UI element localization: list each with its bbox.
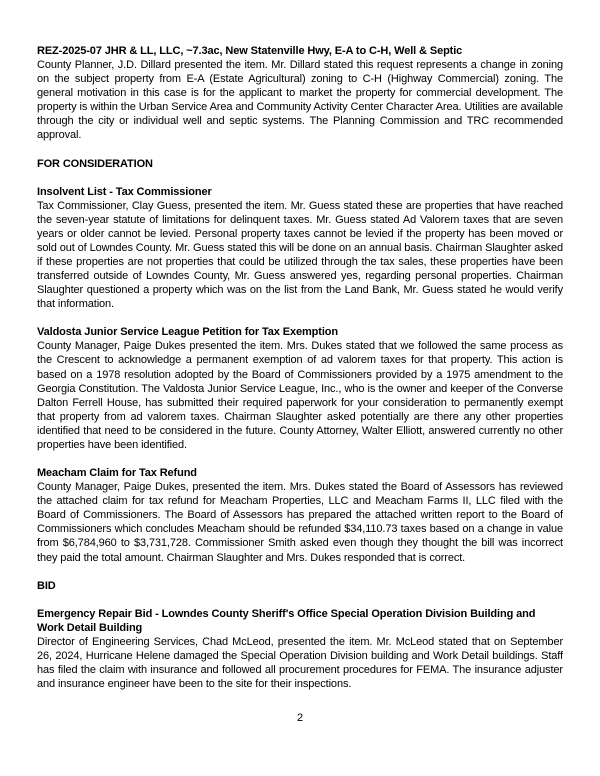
agenda-item-emergency-repair-bid bbox=[37, 607, 563, 691]
agenda-item-body: Director of Engineering Services, Chad McLeod, presented the item. Mr. McLeod stated that on September 26, 2024, Hurricane Helene damaged the Special Operation Division building and Work Detail buildings. Staff has filed the claim with insurance and followed all procurement procedures for FEMA. The insurance adjuster and insurance engineer have been to the site for their inspections. bbox=[37, 635, 563, 690]
spacer bbox=[37, 452, 563, 466]
agenda-item-body: County Planner, J.D. Dillard presented the item. Mr. Dillard stated this request represents a change in zoning on the subject property from E-A (Estate Agricultural) zoning to C-H (Highway Commercial) zoning. The general motivation in this case is for the applicant to market the property for commercial development. The property is within the Urban Service Area and Community Activity Center Character Area. Utilities are available through the city or individual well and septic systems. The Planning Commission and TRC recommended approval. bbox=[37, 59, 563, 142]
agenda-item-valdosta-junior-service-league bbox=[37, 325, 563, 452]
spacer bbox=[37, 565, 563, 579]
agenda-item-insolvent-list bbox=[37, 185, 563, 312]
section-header-bid: BID bbox=[37, 579, 56, 592]
agenda-item-title: Insolvent List - Tax Commissioner bbox=[37, 185, 212, 198]
agenda-item-body: County Manager, Paige Dukes, presented the item. Mrs. Dukes stated the Board of Assessors has reviewed the attached claim for tax refund for Meacham Properties, LLC and Meacham Farms II, LLC filed with the Board of Commissioners. The Board of Assessors has prepared the attached written report to the Board of Commissioners which concludes Meacham should be refunded $34,110.73 taxes based on a change in value from $6,784,960 to $3,731,728. Commissioner Smith asked even though they thought the bill was incorrect they paid the total amount. Chairman Slaughter and Mrs. Dukes responded that is correct. bbox=[37, 481, 563, 564]
agenda-item-title: Emergency Repair Bid - Lowndes County Sheriff's Office Special Operation Division Building and Work Detail Building bbox=[37, 607, 536, 634]
page-number: 2 bbox=[296, 712, 304, 724]
section-header-for-consideration: FOR CONSIDERATION bbox=[37, 157, 153, 170]
spacer bbox=[37, 171, 563, 185]
spacer bbox=[37, 593, 563, 607]
agenda-item-title: REZ-2025-07 JHR & LL, LLC, ~7.3ac, New Statenville Hwy, E-A to C-H, Well & Septic bbox=[37, 45, 463, 57]
page-content bbox=[37, 44, 563, 691]
agenda-item-meacham-claim bbox=[37, 466, 563, 565]
spacer bbox=[37, 143, 563, 157]
agenda-item-body: Tax Commissioner, Clay Guess, presented the item. Mr. Guess stated these are properties that have reached the seven-year statute of limitations for delinquent taxes. Mr. Guess stated Ad Valorem taxes that are seven years or older cannot be levied. Personal property taxes cannot be levied if the property has been moved or sold out of Lowndes County. Mr. Guess stated this will be done on an annual basis. Chairman Slaughter asked if these properties are not properties that could be utilized through the tax sales, these properties have been transferred outside of Lowndes County, Mr. Guess answered yes, regarding personal properties. Chairman Slaughter questioned a property which was on the list from the Land Bank, Mr. Guess stated he would verify that information. bbox=[37, 199, 563, 311]
agenda-item-rez bbox=[37, 44, 563, 143]
agenda-item-title: Valdosta Junior Service League Petition for Tax Exemption bbox=[37, 326, 338, 339]
agenda-item-body: County Manager, Paige Dukes presented the item. Mrs. Dukes stated that we followed the same process as the Crescent to acknowledge a permanent exemption of ad valorem taxes for that property. This action is based on a 1978 resolution adopted by the Board of Commissioners provided by a 1975 amendment to the Georgia Constitution. The Valdosta Junior Service League, Inc., who is the owner and keeper of the Converse Dalton Ferrell House, has submitted their required paperwork for your consideration to permanently exempt that property from ad valorem taxes. Chairman Slaughter asked potentially are there any other properties identified that need to be considered in the future. County Attorney, Walter Elliott, answered currently no other properties have been identified. bbox=[37, 340, 563, 451]
agenda-item-title: Meacham Claim for Tax Refund bbox=[37, 467, 197, 480]
spacer bbox=[37, 311, 563, 325]
